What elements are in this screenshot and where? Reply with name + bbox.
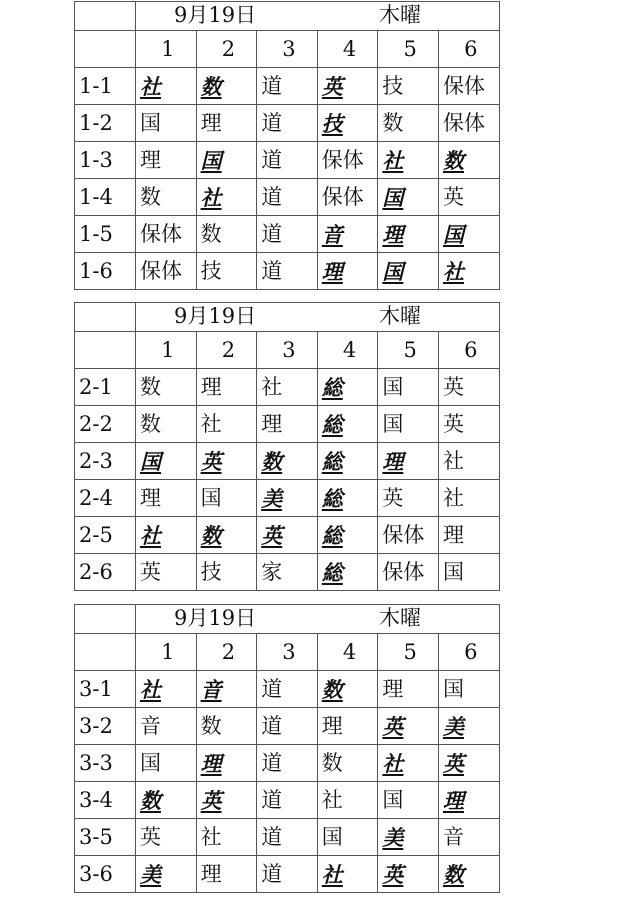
class-row [75, 253, 500, 290]
subject-cell: 理 [438, 517, 499, 554]
subject-cell: 道 [257, 708, 318, 745]
corner-cell [75, 31, 136, 68]
subject-cell: 道 [257, 671, 318, 708]
period-header: 5 [378, 332, 439, 369]
date-row [75, 605, 500, 634]
subject-cell: 国 [317, 819, 378, 856]
class-row [75, 554, 500, 591]
corner-cell [75, 2, 136, 31]
period-header: 2 [196, 634, 257, 671]
subject-cell: 道 [257, 105, 318, 142]
subject-cell: 英 [257, 517, 318, 554]
period-header: 2 [196, 332, 257, 369]
class-label: 3-3 [75, 745, 136, 782]
class-label: 2-5 [75, 517, 136, 554]
subject-cell: 音 [136, 708, 197, 745]
class-label: 1-4 [75, 179, 136, 216]
class-row [75, 745, 500, 782]
subject-cell: 保体 [317, 142, 378, 179]
timetable-grade-1 [74, 1, 500, 290]
subject-cell: 国 [378, 782, 439, 819]
subject-cell: 国 [438, 216, 499, 253]
subject-cell: 英 [136, 819, 197, 856]
subject-cell: 数 [136, 369, 197, 406]
subject-cell: 数 [136, 179, 197, 216]
subject-cell: 社 [196, 406, 257, 443]
subject-cell: 理 [438, 782, 499, 819]
period-header: 5 [378, 634, 439, 671]
class-row [75, 480, 500, 517]
subject-cell: 技 [196, 253, 257, 290]
date-header [136, 303, 500, 332]
subject-cell: 国 [136, 443, 197, 480]
date-header [136, 2, 500, 31]
subject-cell: 音 [196, 671, 257, 708]
date-label: 9月19日 [174, 606, 257, 630]
subject-cell: 国 [378, 253, 439, 290]
subject-cell: 理 [378, 216, 439, 253]
subject-cell: 国 [438, 671, 499, 708]
subject-cell: 総 [317, 406, 378, 443]
subject-cell: 数 [196, 517, 257, 554]
class-label: 1-6 [75, 253, 136, 290]
timetable-grade-3 [74, 604, 500, 893]
subject-cell: 美 [257, 480, 318, 517]
subject-cell: 数 [196, 216, 257, 253]
subject-cell: 社 [438, 480, 499, 517]
subject-cell: 数 [378, 105, 439, 142]
subject-cell: 英 [378, 856, 439, 893]
class-row [75, 819, 500, 856]
subject-cell: 理 [136, 142, 197, 179]
subject-cell: 英 [438, 745, 499, 782]
subject-cell: 社 [257, 369, 318, 406]
class-row [75, 142, 500, 179]
corner-cell [75, 634, 136, 671]
period-header: 1 [136, 634, 197, 671]
subject-cell: 技 [196, 554, 257, 591]
subject-cell: 技 [378, 68, 439, 105]
class-row [75, 105, 500, 142]
weekday-label: 木曜 [379, 3, 421, 27]
period-header: 5 [378, 31, 439, 68]
subject-cell: 理 [317, 708, 378, 745]
subject-cell: 社 [136, 517, 197, 554]
subject-cell: 理 [196, 856, 257, 893]
period-header: 6 [438, 634, 499, 671]
subject-cell: 社 [136, 671, 197, 708]
subject-cell: 国 [438, 554, 499, 591]
date-label: 9月19日 [174, 304, 257, 328]
subject-cell: 道 [257, 745, 318, 782]
subject-cell: 美 [378, 819, 439, 856]
subject-cell: 数 [438, 142, 499, 179]
subject-cell: 社 [196, 179, 257, 216]
subject-cell: 美 [438, 708, 499, 745]
subject-cell: 理 [196, 105, 257, 142]
subject-cell: 理 [196, 745, 257, 782]
corner-cell [75, 605, 136, 634]
subject-cell: 技 [317, 105, 378, 142]
class-row [75, 856, 500, 893]
subject-cell: 総 [317, 517, 378, 554]
subject-cell: 国 [378, 406, 439, 443]
class-label: 1-3 [75, 142, 136, 179]
subject-cell: 保体 [378, 517, 439, 554]
class-row [75, 369, 500, 406]
subject-cell: 国 [378, 179, 439, 216]
subject-cell: 美 [136, 856, 197, 893]
subject-cell: 英 [438, 179, 499, 216]
class-row [75, 782, 500, 819]
class-row [75, 179, 500, 216]
subject-cell: 数 [317, 745, 378, 782]
subject-cell: 国 [196, 142, 257, 179]
period-header: 1 [136, 31, 197, 68]
subject-cell: 道 [257, 68, 318, 105]
subject-cell: 英 [438, 406, 499, 443]
period-header: 3 [257, 332, 318, 369]
subject-cell: 社 [317, 782, 378, 819]
subject-cell: 英 [317, 68, 378, 105]
class-row [75, 671, 500, 708]
subject-cell: 英 [136, 554, 197, 591]
subject-cell: 社 [378, 745, 439, 782]
subject-cell: 保体 [438, 105, 499, 142]
subject-cell: 道 [257, 782, 318, 819]
subject-cell: 社 [378, 142, 439, 179]
timetable-grade-2 [74, 302, 500, 591]
class-label: 3-4 [75, 782, 136, 819]
subject-cell: 保体 [136, 253, 197, 290]
subject-cell: 道 [257, 819, 318, 856]
period-header: 2 [196, 31, 257, 68]
period-header-row [75, 31, 500, 68]
class-label: 2-6 [75, 554, 136, 591]
subject-cell: 保体 [317, 179, 378, 216]
subject-cell: 数 [196, 708, 257, 745]
date-row [75, 2, 500, 31]
class-label: 2-3 [75, 443, 136, 480]
class-row [75, 216, 500, 253]
subject-cell: 道 [257, 179, 318, 216]
date-label: 9月19日 [174, 3, 257, 27]
weekday-label: 木曜 [379, 304, 421, 328]
subject-cell: 国 [136, 745, 197, 782]
subject-cell: 家 [257, 554, 318, 591]
period-header: 6 [438, 332, 499, 369]
period-header: 4 [317, 31, 378, 68]
class-row [75, 68, 500, 105]
class-label: 3-5 [75, 819, 136, 856]
subject-cell: 国 [378, 369, 439, 406]
subject-cell: 社 [317, 856, 378, 893]
subject-cell: 国 [136, 105, 197, 142]
subject-cell: 理 [378, 671, 439, 708]
weekday-label: 木曜 [379, 606, 421, 630]
subject-cell: 音 [317, 216, 378, 253]
class-label: 1-2 [75, 105, 136, 142]
subject-cell: 数 [136, 782, 197, 819]
class-label: 3-2 [75, 708, 136, 745]
period-header-row [75, 332, 500, 369]
subject-cell: 道 [257, 142, 318, 179]
class-row [75, 406, 500, 443]
class-label: 2-4 [75, 480, 136, 517]
corner-cell [75, 332, 136, 369]
subject-cell: 社 [438, 443, 499, 480]
subject-cell: 総 [317, 443, 378, 480]
subject-cell: 保体 [136, 216, 197, 253]
period-header: 3 [257, 634, 318, 671]
subject-cell: 理 [136, 480, 197, 517]
corner-cell [75, 303, 136, 332]
subject-cell: 理 [257, 406, 318, 443]
class-label: 2-2 [75, 406, 136, 443]
class-row [75, 517, 500, 554]
subject-cell: 英 [438, 369, 499, 406]
subject-cell: 音 [438, 819, 499, 856]
subject-cell: 社 [438, 253, 499, 290]
subject-cell: 英 [378, 708, 439, 745]
class-label: 1-1 [75, 68, 136, 105]
subject-cell: 保体 [378, 554, 439, 591]
subject-cell: 道 [257, 856, 318, 893]
class-label: 2-1 [75, 369, 136, 406]
subject-cell: 数 [317, 671, 378, 708]
class-label: 3-1 [75, 671, 136, 708]
subject-cell: 英 [196, 443, 257, 480]
period-header: 4 [317, 634, 378, 671]
subject-cell: 理 [317, 253, 378, 290]
date-row [75, 303, 500, 332]
subject-cell: 社 [136, 68, 197, 105]
period-header: 3 [257, 31, 318, 68]
class-label: 1-5 [75, 216, 136, 253]
subject-cell: 数 [257, 443, 318, 480]
period-header: 4 [317, 332, 378, 369]
subject-cell: 理 [196, 369, 257, 406]
period-header: 6 [438, 31, 499, 68]
subject-cell: 数 [438, 856, 499, 893]
subject-cell: 総 [317, 480, 378, 517]
subject-cell: 総 [317, 554, 378, 591]
subject-cell: 数 [196, 68, 257, 105]
subject-cell: 道 [257, 216, 318, 253]
subject-cell: 英 [378, 480, 439, 517]
subject-cell: 国 [196, 480, 257, 517]
class-row [75, 443, 500, 480]
period-header: 1 [136, 332, 197, 369]
period-header-row [75, 634, 500, 671]
subject-cell: 道 [257, 253, 318, 290]
class-label: 3-6 [75, 856, 136, 893]
subject-cell: 英 [196, 782, 257, 819]
subject-cell: 理 [378, 443, 439, 480]
subject-cell: 数 [136, 406, 197, 443]
subject-cell: 総 [317, 369, 378, 406]
date-header [136, 605, 500, 634]
class-row [75, 708, 500, 745]
subject-cell: 社 [196, 819, 257, 856]
subject-cell: 保体 [438, 68, 499, 105]
